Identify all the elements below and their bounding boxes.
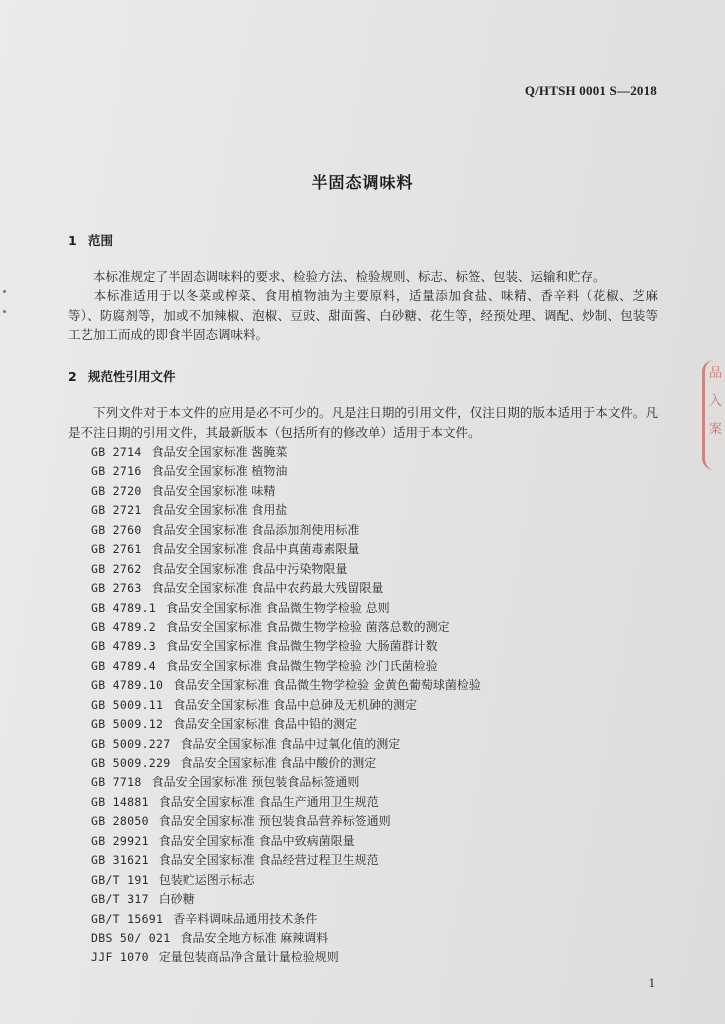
- document-title: 半固态调味料: [311, 173, 414, 192]
- reference-code: GB 4789.2: [91, 619, 157, 634]
- reference-title: 食品安全国家标准 食品中污染物限量: [151, 561, 348, 576]
- reference-title: 食品安全国家标准 食品中真菌毒素限量: [151, 542, 360, 557]
- reference-code: GB 4789.4: [91, 658, 157, 673]
- standard-code: Q/HTSH 0001 S—2018: [524, 83, 657, 98]
- section-title: 规范性引用文件: [88, 369, 176, 384]
- reference-code: GB 5009.12: [91, 717, 164, 732]
- stamp-char: 品: [709, 366, 723, 381]
- reference-item: [91, 676, 481, 695]
- reference-item: [91, 929, 481, 948]
- reference-code: GB 2714: [91, 445, 142, 459]
- reference-item: [91, 832, 481, 851]
- red-stamp-fragment: [702, 360, 725, 470]
- reference-title: 食品安全地方标准 麻辣调料: [180, 930, 329, 945]
- reference-code: GB 2761: [91, 542, 142, 557]
- reference-item: [91, 773, 481, 792]
- reference-item: [91, 618, 481, 637]
- paragraph-text: 本标准适用于以冬菜或榨菜、食用植物油为主要原料，适量添加食盐、味精、香辛料（花椒、芝麻等）、防腐剂等，加或不加辣椒、泡椒、豆豉、甜面酱、白砂糖、花生等，经预处理、调配、炒制、包装等工艺加工而成的即食半固态调味料。: [68, 288, 658, 342]
- reference-code: GB 4789.3: [91, 639, 157, 654]
- reference-code: GB 2720: [91, 483, 142, 498]
- reference-item: [91, 735, 481, 754]
- reference-item: [91, 696, 481, 715]
- reference-code: GB 4789.10: [91, 678, 164, 693]
- reference-title: 食品安全国家标准 食品添加剂使用标准: [151, 522, 360, 537]
- reference-title: 食品安全国家标准 食品中总砷及无机砷的测定: [173, 697, 418, 712]
- reference-code: GB/T 15691: [91, 911, 164, 926]
- reference-item: [91, 754, 481, 773]
- reference-item: [91, 482, 481, 501]
- stamp-char: 案: [709, 422, 723, 437]
- reference-title: 食品安全国家标准 食品微生物学检验 金黄色葡萄球菌检验: [173, 678, 481, 693]
- reference-title: 定量包装商品净含量计量检验规则: [158, 950, 339, 965]
- reference-title: 食品安全国家标准 食品生产通用卫生规范: [158, 794, 379, 809]
- reference-item: [91, 910, 481, 929]
- margin-mark: [3, 310, 6, 313]
- reference-title: 食品安全国家标准 食品中铅的测定: [173, 717, 358, 732]
- reference-item: [91, 521, 481, 540]
- section-title: 范围: [88, 233, 114, 248]
- section-number: 2: [68, 369, 77, 384]
- reference-code: GB 5009.229: [91, 756, 171, 770]
- section-1-heading: [68, 231, 113, 249]
- normative-paragraph: [68, 403, 658, 442]
- scope-paragraph-1: [68, 267, 658, 287]
- reference-title: 食品安全国家标准 食品中农药最大残留限量: [151, 581, 384, 596]
- reference-item: [91, 657, 481, 676]
- reference-title: 食品安全国家标准 味精: [151, 483, 276, 498]
- reference-code: GB 2721: [91, 503, 142, 518]
- reference-item: [91, 579, 481, 598]
- reference-item: [91, 890, 481, 909]
- reference-title: 食品安全国家标准 食品微生物学检验 总则: [166, 600, 390, 615]
- reference-item: [91, 851, 481, 870]
- reference-item: [91, 793, 481, 812]
- reference-code: GB 28050: [91, 814, 149, 829]
- reference-title: 食品安全国家标准 食品微生物学检验 大肠菌群计数: [166, 639, 438, 654]
- reference-item: [91, 812, 481, 831]
- reference-item: [91, 501, 481, 520]
- reference-code: GB 2716: [91, 464, 142, 479]
- reference-code: GB/T 317: [91, 892, 149, 907]
- reference-item: [91, 560, 481, 579]
- reference-title: 食品安全国家标准 食品中过氧化值的测定: [180, 736, 401, 751]
- section-number: 1: [68, 233, 77, 248]
- reference-title: 食品安全国家标准 食品经营过程卫生规范: [158, 853, 379, 868]
- page-number: 1: [648, 975, 655, 990]
- reference-title: 白砂糖: [158, 892, 195, 907]
- reference-item: [91, 637, 481, 656]
- paragraph-text: 下列文件对于本文件的应用是必不可少的。凡是注日期的引用文件，仅注日期的版本适用于本文件。凡是不注日期的引用文件，其最新版本（包括所有的修改单）适用于本文件。: [68, 405, 658, 440]
- reference-title: 食品安全国家标准 预包装食品营养标签通则: [158, 814, 391, 829]
- reference-code: GB 4789.1: [91, 600, 157, 615]
- reference-title: 食品安全国家标准 预包装食品标签通则: [151, 775, 360, 790]
- reference-item: [91, 462, 481, 481]
- reference-title: 食品安全国家标准 植物油: [151, 464, 288, 479]
- section-2-heading: [68, 367, 176, 385]
- reference-item: [91, 599, 481, 618]
- reference-item: [91, 540, 481, 559]
- reference-code: GB 5009.11: [91, 697, 164, 712]
- reference-item: [91, 948, 481, 967]
- reference-code: GB 2760: [91, 522, 142, 537]
- reference-title: 包装贮运图示标志: [158, 872, 255, 887]
- reference-code: GB 5009.227: [91, 736, 171, 751]
- reference-title: 食品安全国家标准 食品中酸价的测定: [180, 756, 377, 770]
- margin-mark: [3, 290, 6, 293]
- reference-title: 食品安全国家标准 酱腌菜: [151, 445, 288, 459]
- stamp-char: 入: [709, 394, 723, 409]
- reference-code: DBS 50/ 021: [91, 930, 171, 945]
- reference-title: 香辛料调味品通用技术条件: [173, 911, 318, 926]
- reference-code: GB 2763: [91, 581, 142, 596]
- scope-paragraph-2: [68, 286, 658, 345]
- reference-code: GB 31621: [91, 853, 149, 868]
- reference-title: 食品安全国家标准 食用盐: [151, 503, 288, 518]
- reference-code: GB 7718: [91, 775, 142, 790]
- reference-item: [91, 443, 481, 462]
- reference-code: GB/T 191: [91, 872, 149, 887]
- reference-code: GB 14881: [91, 794, 149, 809]
- paragraph-text: 本标准规定了半固态调味料的要求、检验方法、检验规则、标志、标签、包装、运输和贮存。: [93, 269, 606, 284]
- reference-code: GB 2762: [91, 561, 142, 576]
- reference-item: [91, 871, 481, 890]
- reference-item: [91, 715, 481, 734]
- reference-title: 食品安全国家标准 食品微生物学检验 菌落总数的测定: [166, 619, 450, 634]
- reference-list: [91, 443, 481, 968]
- reference-code: JJF 1070: [91, 950, 149, 965]
- reference-title: 食品安全国家标准 食品微生物学检验 沙门氏菌检验: [166, 658, 438, 673]
- reference-code: GB 29921: [91, 833, 149, 848]
- reference-title: 食品安全国家标准 食品中致病菌限量: [158, 833, 355, 848]
